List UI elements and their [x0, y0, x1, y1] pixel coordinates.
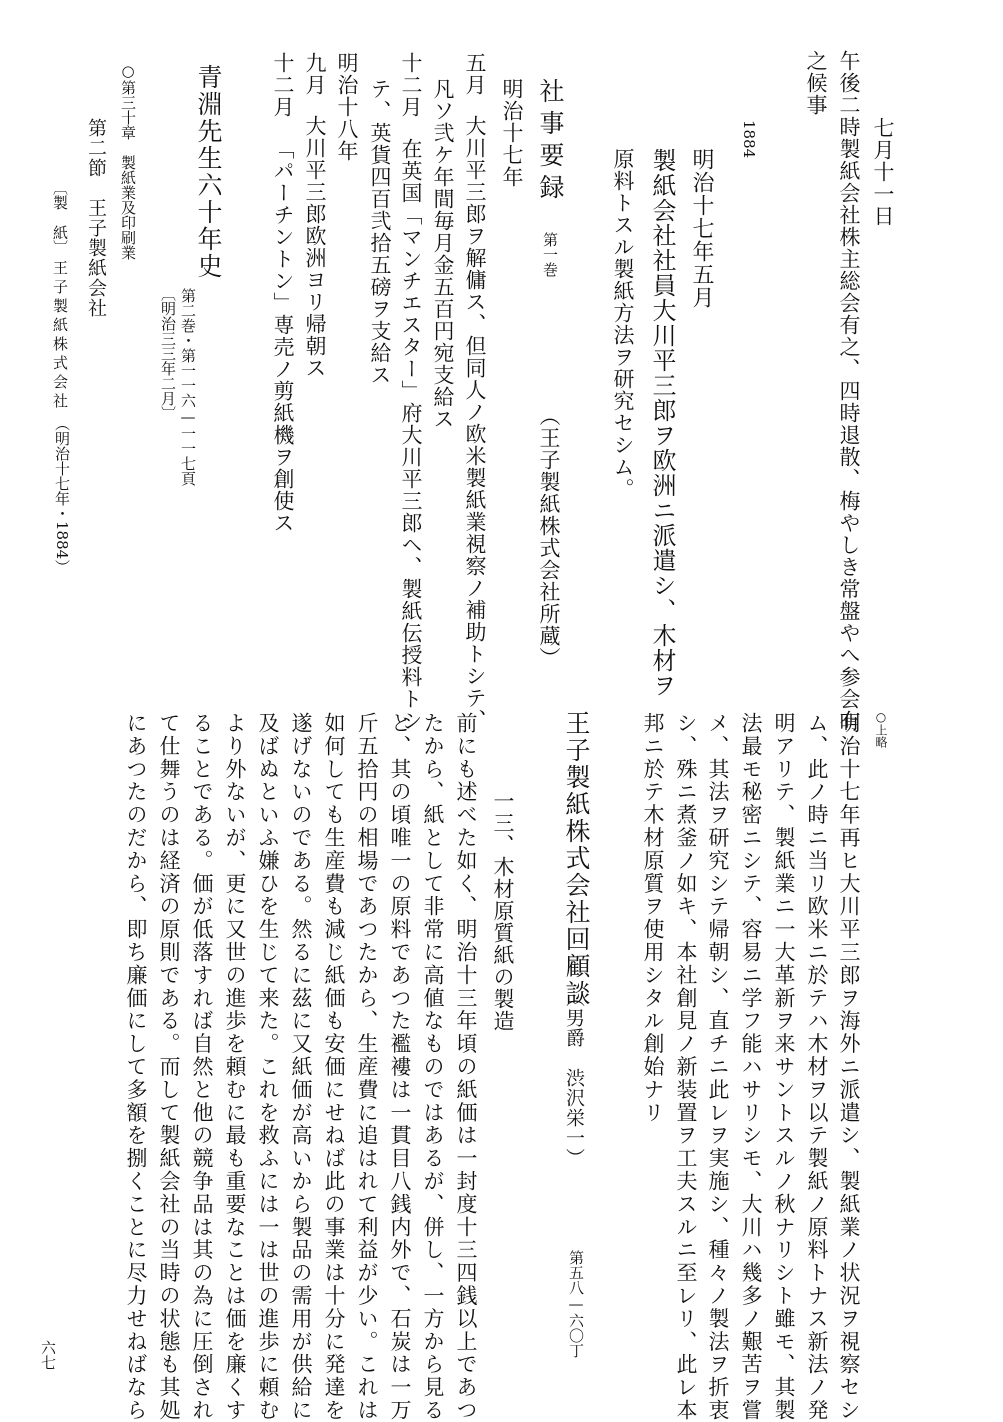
book-ref: 第二巻・第一一六—一一七頁 [179, 288, 197, 486]
section-title: 社事要録 [536, 78, 565, 206]
entry-date: 明治十七年五月 [689, 148, 714, 309]
entry-line-2: 原料トスル製紙方法ヲ研究セシム。 [611, 148, 635, 500]
lower-subhead: 一三、木材原質紙の製造 [491, 790, 515, 1032]
dec-text: 在英国「マンチエスター」府大川平三郎ヘ、製紙伝授料トシ [399, 138, 423, 732]
lower-line-2: ム、此ノ時ニ当リ欧米ニ於テハ木材ヲ以テ製紙ノ原料トナス新法ノ発 [805, 712, 829, 1422]
lower-title: 王子製紙株式会社回顧談 [562, 710, 591, 1007]
lower-line-3: 明アリテ、製紙業ニ一大革新ヲ来サントスルノ秋ナリシト雖モ、其製 [772, 712, 796, 1422]
lower-title-ref: 第五八—六〇丁 [567, 1250, 585, 1358]
may-label: 五月 [463, 52, 487, 96]
may-text-2: 凡ソ弐ケ年間毎月金五百円宛支給ス [431, 78, 455, 430]
dec2-text: 「パーチントン」専売ノ剪紙機ヲ創使ス [271, 138, 295, 534]
lower-body-1: 前にも述べた如く、明治十三年頃の紙価は一封度十三四銭以上であつ [454, 712, 478, 1422]
category-label: 〔製 紙〕 [51, 180, 69, 255]
lower-body-7: 及ばぬといふ嫌ひを生じて来た。これを救ふには一は世の進歩に頼む [256, 712, 280, 1422]
sep-label: 九月 [303, 52, 327, 96]
lower-body-2: たから、紙として非常に高値なものではあるが、併し、一方から見る [421, 712, 445, 1422]
lower-line-6: シ、殊ニ煮釜ノ如キ、本社創見ノ新装置ヲ工夫スルニ至レリ、此レ本 [674, 712, 698, 1422]
dec-label: 十二月 [399, 52, 423, 118]
lower-body-8: より外ないが、更に又世の進歩を頼むに最も重要なことは価を廉くす [223, 712, 247, 1422]
year-heading-1884: 明治十七年 [500, 78, 524, 188]
sep-text: 大川平三郎欧洲ヨリ帰朝ス [303, 115, 327, 379]
diary-line-1: 午後二時製紙会社株主総会有之、四時退散、梅やしき常盤やへ参会有 [837, 50, 861, 732]
book-title: 青淵先生六十年史 [194, 64, 223, 280]
lower-body-5: 如何しても生産費も減じ紙価も安価にせねば此の事業は十分に発達を [322, 712, 346, 1422]
page-number: 六七 [39, 1340, 57, 1370]
lower-line-1: 明治十七年再ヒ大川平三郎ヲ海外ニ派遣シ、製紙業ノ状況ヲ視察セシ [837, 712, 861, 1422]
lower-line-4: 法最モ秘密ニシテ、容易ニ学フ能ハサリシモ、大川ハ幾多ノ艱苦ヲ嘗 [739, 712, 763, 1422]
book-date: 〔明治三三年二月〕 [159, 286, 177, 421]
chapter-heading: ○第三十章 製紙業及印刷業 [119, 62, 137, 260]
diary-line-2: 之候事 [804, 50, 828, 116]
lower-line-5: メ、其法ヲ研究シテ帰朝シ、直チニ此レヲ実施シ、種々ノ製法ヲ折衷 [706, 712, 730, 1422]
may-text: 大川平三郎ヲ解傭ス、但同人ノ欧米製紙業視察ノ補助トシテ、 [463, 115, 487, 731]
section-heading: 第二節 王子製紙会社 [85, 118, 107, 318]
section-source: （王子製紙株式会社所蔵） [537, 405, 561, 669]
company-label: 王子製紙株式会社 [51, 260, 69, 412]
year-heading-1885: 明治十八年 [335, 52, 359, 162]
lower-title-author: （男爵 渋沢栄一） [563, 988, 585, 1168]
dec2-label: 十二月 [271, 52, 295, 118]
entry-line-1: 製紙会社社員大川平三郎ヲ欧洲ニ派遣シ、木材ヲ [648, 148, 676, 698]
lower-body-9: ることである。価が低落すれば自然と他の競争品は其の為に圧倒され [190, 712, 214, 1422]
diary-date: 七月十一日 [871, 117, 895, 227]
lower-body-6: 遂げないのである。然るに茲に又紙価が高いから製品の需用が供給に [289, 712, 313, 1422]
section-vol: 第一巻 [541, 232, 559, 277]
lower-body-3: と、其の頃唯一の原料であつた襤褸は一貫目八銭内外で、石炭は一万 [388, 712, 412, 1422]
lower-body-11: にあつたのだから、即ち廉価にして多額を捌くことに尽力せねばなら [124, 712, 148, 1422]
lower-body-10: て仕舞うのは経済の原則である。而して製紙会社の当時の状態も其処 [157, 712, 181, 1422]
lower-line-7: 邦ニ於テ木材原質ヲ使用シタル創始ナリ [641, 712, 665, 1125]
omit-mark: ○上略 [874, 710, 888, 748]
period-label: （明治十七年・1884） [53, 416, 71, 575]
lower-body-4: 斤五拾円の相場であつたから、生産費に追はれて利益が少い。これは [355, 712, 379, 1422]
year-arabic: 1884 [740, 120, 758, 159]
dec-text-2: テ、英貨四百弐拾五磅ヲ支給ス [368, 78, 392, 386]
